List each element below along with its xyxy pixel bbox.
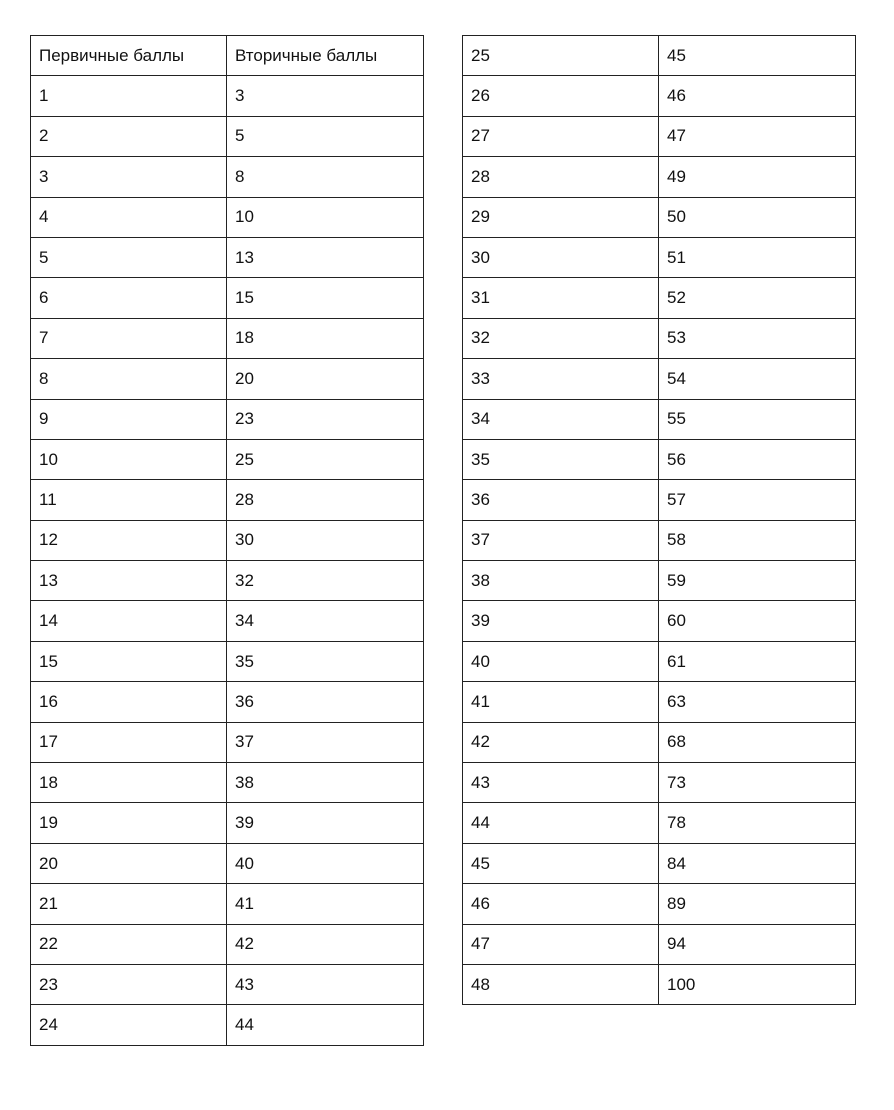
secondary-score-cell: 45 <box>659 36 856 76</box>
primary-score-cell: 6 <box>31 278 227 318</box>
table-row <box>463 318 856 358</box>
primary-score-cell: 20 <box>31 843 227 883</box>
table-row <box>31 803 424 843</box>
table-row <box>463 36 856 76</box>
primary-score-cell: 31 <box>463 278 659 318</box>
header-primary-scores: Первичные баллы <box>31 36 227 76</box>
table-row <box>463 601 856 641</box>
primary-score-cell: 8 <box>31 359 227 399</box>
primary-score-cell: 1 <box>31 76 227 116</box>
secondary-score-cell: 55 <box>659 399 856 439</box>
table-row <box>31 763 424 803</box>
primary-score-cell: 3 <box>31 157 227 197</box>
primary-score-cell: 15 <box>31 641 227 681</box>
primary-score-cell: 9 <box>31 399 227 439</box>
secondary-score-cell: 35 <box>227 641 424 681</box>
table-row <box>463 964 856 1004</box>
primary-score-cell: 16 <box>31 682 227 722</box>
primary-score-cell: 28 <box>463 157 659 197</box>
secondary-score-cell: 58 <box>659 520 856 560</box>
primary-score-cell: 32 <box>463 318 659 358</box>
secondary-score-cell: 73 <box>659 763 856 803</box>
primary-score-cell: 39 <box>463 601 659 641</box>
secondary-score-cell: 5 <box>227 116 424 156</box>
secondary-score-cell: 41 <box>227 884 424 924</box>
secondary-score-cell: 60 <box>659 601 856 641</box>
primary-score-cell: 26 <box>463 76 659 116</box>
table-row <box>463 116 856 156</box>
primary-score-cell: 5 <box>31 237 227 277</box>
secondary-score-cell: 53 <box>659 318 856 358</box>
primary-score-cell: 11 <box>31 480 227 520</box>
primary-score-cell: 43 <box>463 763 659 803</box>
secondary-score-cell: 63 <box>659 682 856 722</box>
table-row <box>31 278 424 318</box>
secondary-score-cell: 47 <box>659 116 856 156</box>
table-row <box>31 520 424 560</box>
table-row <box>463 278 856 318</box>
primary-score-cell: 7 <box>31 318 227 358</box>
table-row <box>463 763 856 803</box>
primary-score-cell: 10 <box>31 439 227 479</box>
primary-score-cell: 13 <box>31 561 227 601</box>
primary-score-cell: 12 <box>31 520 227 560</box>
table-row <box>463 359 856 399</box>
primary-score-cell: 22 <box>31 924 227 964</box>
primary-score-cell: 37 <box>463 520 659 560</box>
table-row <box>31 439 424 479</box>
secondary-score-cell: 68 <box>659 722 856 762</box>
primary-score-cell: 29 <box>463 197 659 237</box>
secondary-score-cell: 3 <box>227 76 424 116</box>
table-row <box>31 76 424 116</box>
primary-score-cell: 41 <box>463 682 659 722</box>
table-row <box>31 197 424 237</box>
secondary-score-cell: 13 <box>227 237 424 277</box>
table-row <box>463 480 856 520</box>
table-row <box>31 561 424 601</box>
table-row <box>31 399 424 439</box>
table-row <box>31 682 424 722</box>
primary-score-cell: 38 <box>463 561 659 601</box>
table-row <box>463 843 856 883</box>
primary-score-cell: 40 <box>463 641 659 681</box>
primary-score-cell: 2 <box>31 116 227 156</box>
secondary-score-cell: 36 <box>227 682 424 722</box>
secondary-score-cell: 94 <box>659 924 856 964</box>
table-row <box>463 561 856 601</box>
table-row <box>31 480 424 520</box>
table-row <box>31 237 424 277</box>
primary-score-cell: 25 <box>463 36 659 76</box>
primary-score-cell: 34 <box>463 399 659 439</box>
table-row <box>31 884 424 924</box>
secondary-score-cell: 34 <box>227 601 424 641</box>
table-row <box>31 843 424 883</box>
secondary-score-cell: 89 <box>659 884 856 924</box>
secondary-score-cell: 57 <box>659 480 856 520</box>
secondary-score-cell: 59 <box>659 561 856 601</box>
table-row <box>463 197 856 237</box>
secondary-score-cell: 8 <box>227 157 424 197</box>
table-row <box>31 157 424 197</box>
secondary-score-cell: 52 <box>659 278 856 318</box>
primary-score-cell: 27 <box>463 116 659 156</box>
table-row <box>31 1005 424 1045</box>
primary-score-cell: 24 <box>31 1005 227 1045</box>
table-row <box>31 722 424 762</box>
secondary-score-cell: 51 <box>659 237 856 277</box>
table-row <box>463 439 856 479</box>
primary-score-cell: 19 <box>31 803 227 843</box>
primary-score-cell: 36 <box>463 480 659 520</box>
table-row <box>31 964 424 1004</box>
secondary-score-cell: 46 <box>659 76 856 116</box>
table-row <box>31 924 424 964</box>
primary-score-cell: 14 <box>31 601 227 641</box>
secondary-score-cell: 61 <box>659 641 856 681</box>
secondary-score-cell: 39 <box>227 803 424 843</box>
secondary-score-cell: 78 <box>659 803 856 843</box>
header-row <box>31 36 424 76</box>
secondary-score-cell: 38 <box>227 763 424 803</box>
secondary-score-cell: 42 <box>227 924 424 964</box>
primary-score-cell: 48 <box>463 964 659 1004</box>
primary-score-cell: 17 <box>31 722 227 762</box>
table-row <box>463 237 856 277</box>
score-table-left <box>30 35 424 1046</box>
secondary-score-cell: 28 <box>227 480 424 520</box>
secondary-score-cell: 32 <box>227 561 424 601</box>
table-row <box>463 722 856 762</box>
score-table-right <box>462 35 856 1005</box>
primary-score-cell: 23 <box>31 964 227 1004</box>
table-row <box>463 399 856 439</box>
secondary-score-cell: 49 <box>659 157 856 197</box>
primary-score-cell: 21 <box>31 884 227 924</box>
secondary-score-cell: 23 <box>227 399 424 439</box>
primary-score-cell: 4 <box>31 197 227 237</box>
primary-score-cell: 30 <box>463 237 659 277</box>
secondary-score-cell: 40 <box>227 843 424 883</box>
table-row <box>463 682 856 722</box>
primary-score-cell: 46 <box>463 884 659 924</box>
table-row <box>31 318 424 358</box>
secondary-score-cell: 100 <box>659 964 856 1004</box>
table-row <box>463 641 856 681</box>
table-row <box>463 884 856 924</box>
secondary-score-cell: 56 <box>659 439 856 479</box>
table-row <box>463 76 856 116</box>
primary-score-cell: 33 <box>463 359 659 399</box>
secondary-score-cell: 10 <box>227 197 424 237</box>
secondary-score-cell: 43 <box>227 964 424 1004</box>
primary-score-cell: 44 <box>463 803 659 843</box>
secondary-score-cell: 15 <box>227 278 424 318</box>
secondary-score-cell: 25 <box>227 439 424 479</box>
header-secondary-scores: Вторичные баллы <box>227 36 424 76</box>
primary-score-cell: 47 <box>463 924 659 964</box>
secondary-score-cell: 84 <box>659 843 856 883</box>
secondary-score-cell: 18 <box>227 318 424 358</box>
table-row <box>31 116 424 156</box>
secondary-score-cell: 30 <box>227 520 424 560</box>
secondary-score-cell: 37 <box>227 722 424 762</box>
secondary-score-cell: 44 <box>227 1005 424 1045</box>
secondary-score-cell: 50 <box>659 197 856 237</box>
table-row <box>463 157 856 197</box>
secondary-score-cell: 54 <box>659 359 856 399</box>
primary-score-cell: 45 <box>463 843 659 883</box>
table-row <box>463 520 856 560</box>
primary-score-cell: 42 <box>463 722 659 762</box>
table-row <box>463 924 856 964</box>
table-row <box>31 359 424 399</box>
secondary-score-cell: 20 <box>227 359 424 399</box>
table-row <box>31 601 424 641</box>
primary-score-cell: 18 <box>31 763 227 803</box>
table-row <box>463 803 856 843</box>
table-row <box>31 641 424 681</box>
primary-score-cell: 35 <box>463 439 659 479</box>
